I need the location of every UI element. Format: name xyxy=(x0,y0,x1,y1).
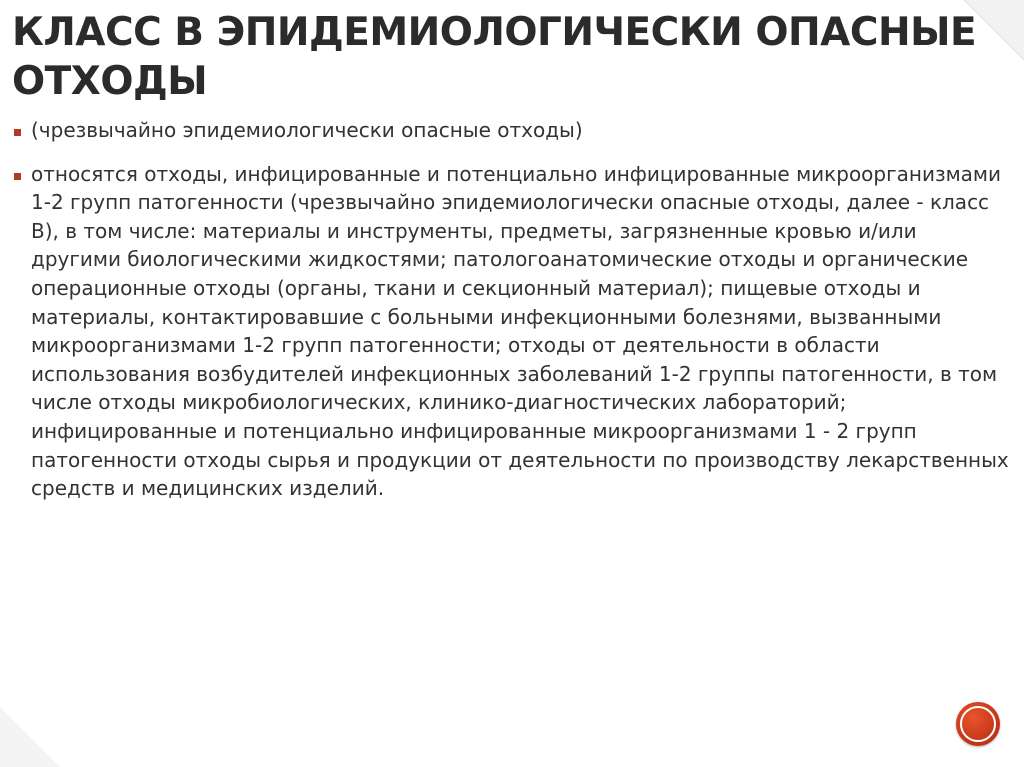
slide-title: КЛАСС В ЭПИДЕМИОЛОГИЧЕСКИ ОПАСНЫЕ ОТХОДЫ xyxy=(12,10,977,104)
bullet-text: относятся отходы, инфицированные и потенциально инфицированные микроорганизмами 1-2 групп патогенности (чрезвычайно эпидемиологически опасные отходы, далее - класс В), в том числе: материалы и инструменты, предметы, загрязненные кровью и/или другими биологическими жидкостями; патологоанатомические отходы и органические операционные отходы (органы, ткани и секционный материал); пищевые отходы и материалы, контактировавшие с больными инфекционными болезнями, вызванными микроорганизмами 1-2 групп патогенности; отходы от деятельности в области использования возбудителей инфекционных заболеваний 1-2 группы патогенности, в том числе отходы микробиологических, клинико-диагностических лабораторий; инфицированные и потенциально инфицированные микроорганизмами 1 - 2 групп патогенности отходы сырья и продукции от деятельности по производству лекарственных средств и медицинских изделий. xyxy=(31,161,1009,501)
bullet-item-subtitle xyxy=(12,116,1012,145)
bullet-item-description xyxy=(12,160,1012,503)
bullet-list xyxy=(12,116,1012,518)
bullet-text: (чрезвычайно эпидемиологически опасные отходы) xyxy=(31,118,583,142)
bullet-square-icon xyxy=(14,173,21,180)
corner-fold-decoration-bottom xyxy=(0,707,60,767)
circle-button-icon[interactable] xyxy=(956,702,1000,746)
bullet-square-icon xyxy=(14,129,21,136)
